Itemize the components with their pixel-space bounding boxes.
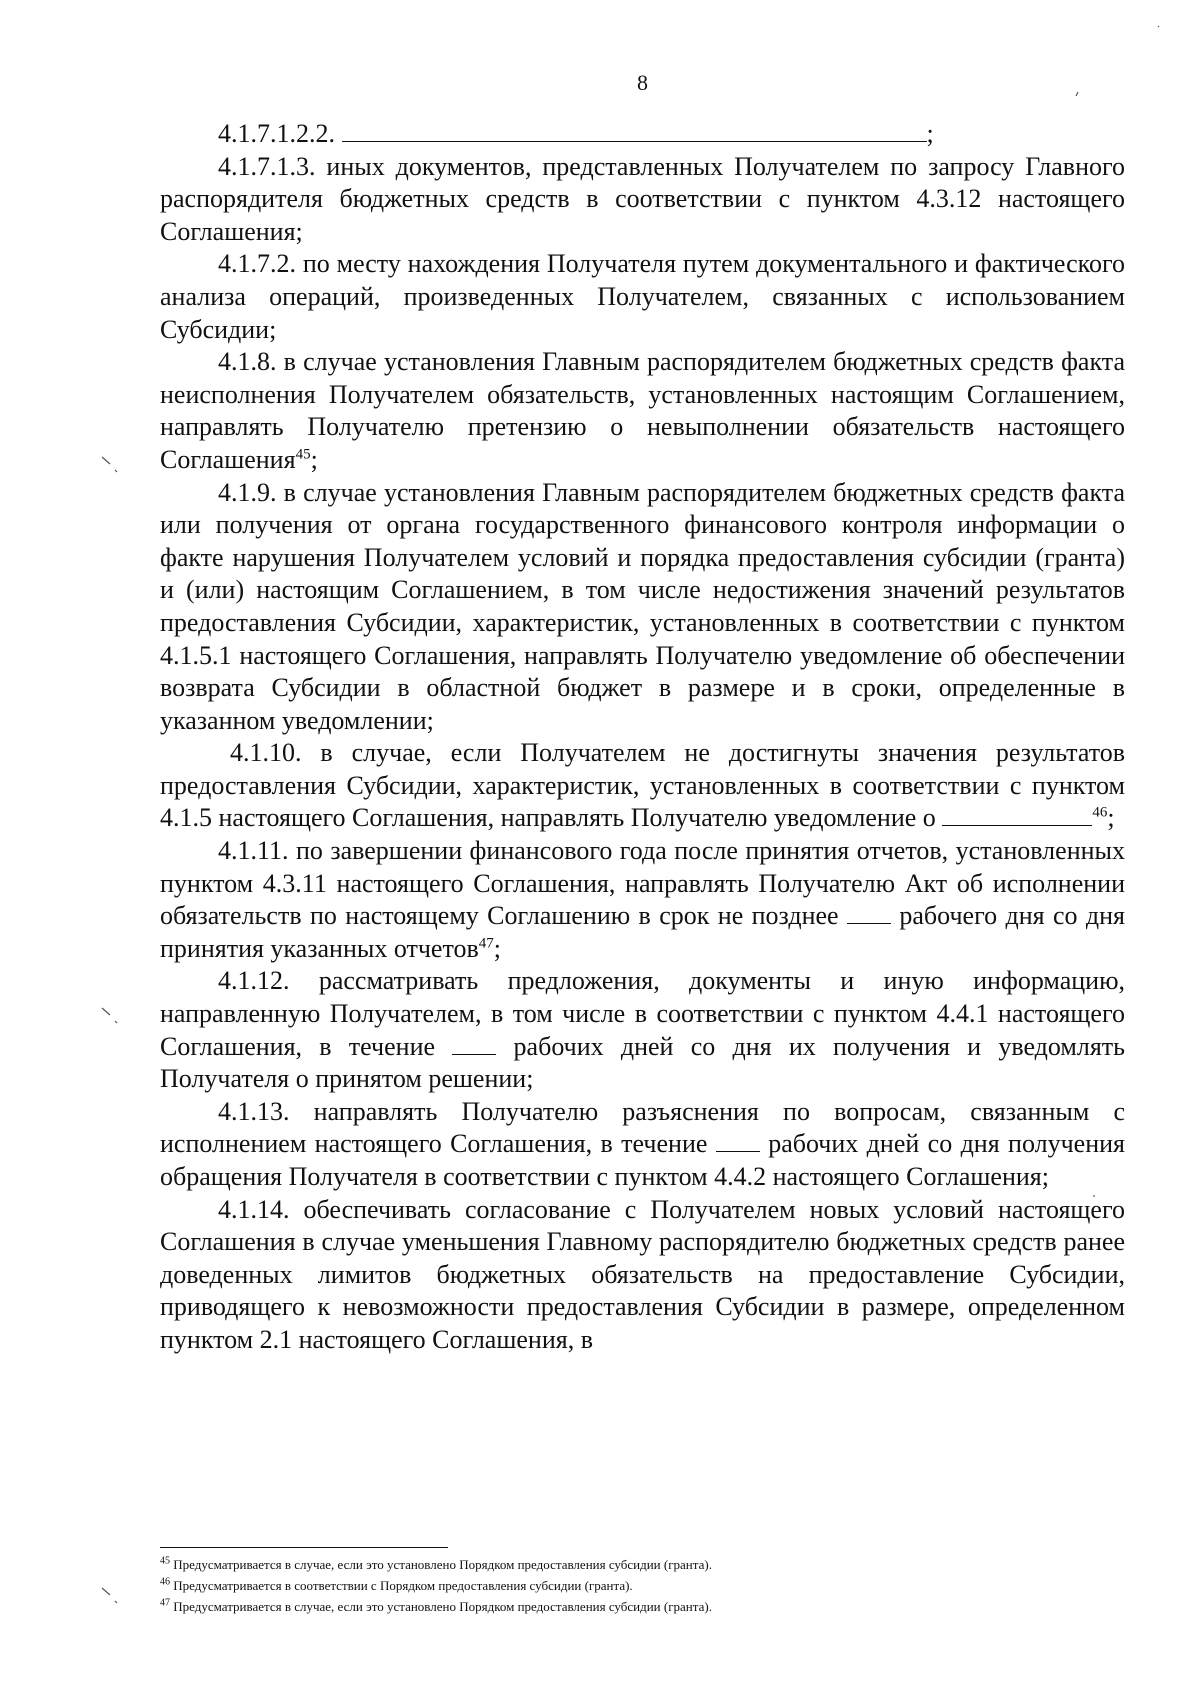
paragraph-4-1-11: 4.1.11. по завершении финансового года после принятия отчетов, установленных пунктом 4.3.11 настоящего Соглашения, направлять Получателю Акт об исполнении обязательств по настоящему Соглашению в срок не позднее рабочего дня со дня принятия указанных отчетов$^{47}$; — [160, 836, 1125, 963]
footnote-47 — [160, 1596, 1125, 1617]
fill-in-blank — [452, 1053, 496, 1055]
paragraph-4-1-9: 4.1.9. в случае установления Главным распорядителем бюджетных средств факта или получения от органа государственного финансового контроля информации о факте нарушения Получателем условий и порядка предоставления субсидии (гранта) и (или) настоящим Соглашением, в том числе недостижения значений результатов предоставления Субсидии, характеристик, установленных в соответствии с пунктом 4.1.5.1 настоящего Соглашения, направлять Получателю уведомление об обеспечении возврата Субсидии в областной бюджет в размере и в сроки, определенные в указанном уведомлении; — [160, 477, 1125, 735]
clause-number: 4.1.7.1.2.2. — [218, 119, 335, 148]
scan-speck — [115, 1601, 117, 1603]
footnote-text: Предусматривается в случае, если это установлено Порядком предоставления субсидии (гранта). — [173, 1599, 712, 1614]
footnote-text: Предусматривается в соответствии с Порядком предоставления субсидии (гранта). — [173, 1578, 633, 1593]
paragraph-4-1-10: 4.1.10. в случае, если Получателем не достигнуты значения результатов предоставления Субсидии, характеристик, установленных в соответствии с пунктом 4.1.5 настоящего Соглашения, направлять Получателю уведомление о $^{46}$; — [160, 738, 1125, 833]
footnote-ref: 46 — [1092, 804, 1108, 821]
scan-speck — [102, 1588, 110, 1595]
footnote-46 — [160, 1575, 1125, 1596]
footnote-45 — [160, 1554, 1125, 1575]
scan-speck — [1158, 26, 1159, 27]
footnote-number: 45 — [160, 1555, 170, 1567]
paragraph-4-1-7-1-2-2: 4.1.7.1.2.2. ; — [218, 119, 934, 148]
paragraph-4-1-7-2: 4.1.7.2. по месту нахождения Получателя путем документального и фактического анализа операций, произведенных Получателем, связанных с использованием Субсидии; — [160, 249, 1125, 344]
paragraph-text: 4.1.8. в случае установления Главным распорядителем бюджетных средств факта неисполнения Получателем обязательств, установленных настоящим Соглашением, направлять Получателю претензию о невыполнении обязательств настоящего Соглашения — [160, 347, 1125, 474]
paragraph-4-1-12: 4.1.12. рассматривать предложения, документы и иную информацию, направленную Получателем, в том числе в соответствии с пунктом 4.4.1 настоящего Соглашения, в течение рабочих дней со дня их получения и уведомлять Получателя о принятом решении; — [160, 966, 1125, 1094]
paragraph-4-1-13: 4.1.13. направлять Получателю разъяснения по вопросам, связанным с исполнением настоящего Соглашения, в течение рабочих дней со дня получения обращения Получателя в соответствии с пунктом 4.4.2 настоящего Соглашения; — [160, 1096, 1126, 1191]
footnote-text: Предусматривается в случае, если это установлено Порядком предоставления субсидии (гранта). — [173, 1557, 712, 1572]
paragraph-text: 4.1.12. рассматривать предложения, документы и иную информацию, направленную Получателем, в том числе в соответствии с пунктом 4.4.1 настоящего Соглашения, в течение — [160, 966, 1125, 1061]
footnote-number: 46 — [160, 1576, 170, 1588]
paragraph-text: 4.1.11. по завершении финансового года после принятия отчетов, установленных пунктом 4.3.11 настоящего Соглашения, направлять Получателю Акт об исполнении обязательств по настоящему Соглашению в срок не позднее — [160, 836, 1125, 931]
paragraph-4-1-7-1-3: 4.1.7.1.3. иных документов, представленных Получателем по запросу Главного распорядителя бюджетных средств в соответствии с пунктом 4.3.12 настоящего Соглашения; — [160, 151, 1125, 246]
paragraph-text: 4.1.10. в случае, если Получателем не достигнуты значения результатов предоставления Субсидии, характеристик, установленных в соответствии с пунктом 4.1.5 настоящего Соглашения, направлять Получателю уведомление о — [160, 738, 1125, 833]
footnote-separator — [160, 1547, 448, 1548]
paragraph-4-1-8: 4.1.8. в случае установления Главным распорядителем бюджетных средств факта неисполнения Получателем обязательств, установленных настоящим Соглашением, направлять Получателю претензию о невыполнении обязательств настоящего Соглашения$^{45}$; — [160, 347, 1125, 474]
scan-speck — [115, 1021, 117, 1023]
paragraph-text: 4.1.13. направлять Получателю разъяснения по вопросам, связанным с исполнением настоящего Соглашения, в течение — [160, 1096, 1125, 1159]
scan-speck — [115, 470, 117, 472]
fill-in-blank — [716, 1150, 760, 1152]
paragraph-4-1-14: 4.1.14. обеспечивать согласование с Получателем новых условий настоящего Соглашения в случае уменьшения Главному распорядителю бюджетных средств ранее доведенных лимитов бюджетных обязательств на предоставление Субсидии, приводящего к невозможности предоставления Субсидии в размере, определенном пунктом 2.1 настоящего Соглашения, в — [160, 1194, 1125, 1354]
scan-speck — [102, 1008, 110, 1015]
document-page — [160, 70, 1125, 1357]
fill-in-blank — [342, 140, 927, 142]
page-number: 8 — [637, 70, 648, 95]
fill-in-blank — [942, 824, 1092, 826]
footnote-ref: 47 — [478, 935, 494, 952]
fill-in-blank — [847, 922, 891, 924]
footnote-number: 47 — [160, 1597, 170, 1609]
scan-speck — [102, 457, 110, 464]
footnotes — [160, 1554, 1125, 1617]
footnote-ref: 45 — [295, 446, 311, 463]
